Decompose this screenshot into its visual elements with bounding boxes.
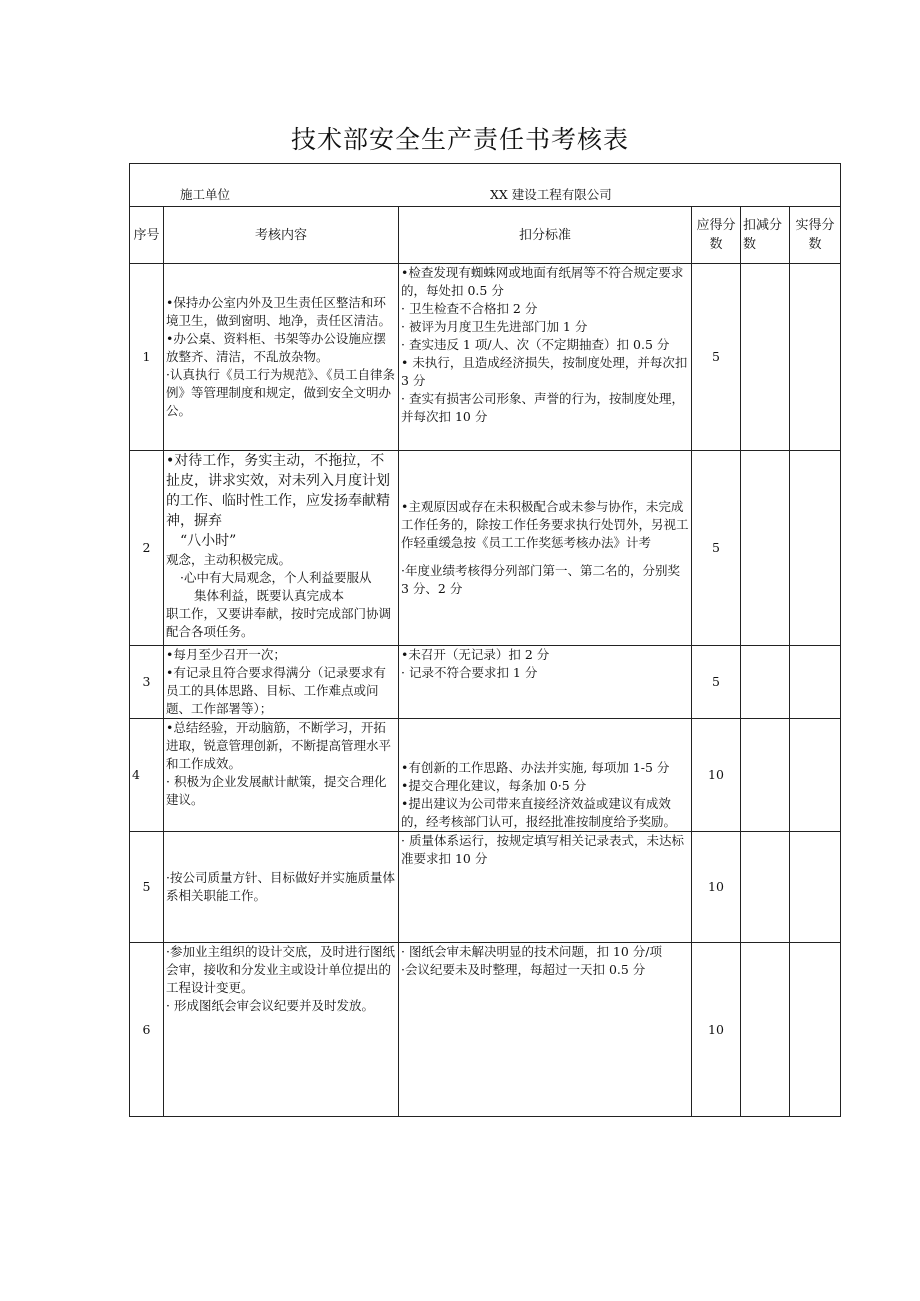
row-seq: 2	[130, 451, 164, 646]
row-deduct-score	[741, 832, 790, 943]
header-due: 应得分数	[692, 207, 741, 264]
header-content: 考核内容	[164, 207, 399, 264]
criteria-item: • 未执行，且造成经济损失，按制度处理，并每次扣 3 分	[401, 355, 688, 388]
content-item: •每月至少召开一次；	[166, 647, 286, 662]
header-deduct: 扣减分数	[741, 207, 790, 264]
content-item: ·参加业主组织的设计交底，及时进行图纸会审，接收和分发业主或设计单位提出的工程设计变更。	[166, 944, 395, 995]
row-seq: 3	[130, 646, 164, 719]
content-item: •办公桌、资料柜、书架等办公设施应摆放整齐、清洁，不乱放杂物。	[166, 331, 386, 364]
criteria-item: · 卫生检查不合格扣 2 分	[401, 301, 538, 316]
row-due-score: 10	[692, 943, 741, 1117]
unit-row	[130, 164, 841, 207]
row-criteria	[399, 943, 692, 1117]
row-content	[164, 943, 399, 1117]
table-row	[130, 832, 841, 943]
table-row	[130, 943, 841, 1117]
content-item: 集体利益，既要认真完成本	[194, 588, 345, 603]
header-seq: 序号	[130, 207, 164, 264]
row-due-score: 10	[692, 832, 741, 943]
criteria-item: · 图纸会审未解决明显的技术问题，扣 10 分/项	[401, 944, 663, 959]
row-content	[164, 264, 399, 451]
assessment-table	[129, 163, 841, 1117]
content-item: •对待工作，务实主动，不拖拉，不扯皮，讲求实效，对未列入月度计划的工作、临时性工作，应发扬奉献精神，摒弃	[166, 453, 390, 529]
content-item: ·认真执行《员工行为规范》、《员工自律条例》等管理制度和规定，做到安全文明办公。	[166, 367, 395, 418]
table-row	[130, 451, 841, 646]
criteria-item: · 质量体系运行，按规定填写相关记录表式，未达标准要求扣 10 分	[401, 833, 684, 866]
row-deduct-score	[741, 451, 790, 646]
header-row	[130, 207, 841, 264]
criteria-item: · 被评为月度卫生先进部门加 1 分	[401, 319, 588, 334]
row-seq: 1	[130, 264, 164, 451]
content-item: 观念，主动积极完成。	[166, 552, 292, 567]
table-row	[130, 646, 841, 719]
row-deduct-score	[741, 646, 790, 719]
table-row	[130, 264, 841, 451]
row-actual-score	[790, 943, 841, 1117]
unit-value: XX 建设工程有限公司	[490, 187, 612, 202]
content-item: •总结经验，开动脑筋，不断学习，开拓进取，锐意管理创新，不断提高管理水平和工作成效。	[166, 720, 392, 771]
unit-label: 施工单位	[180, 187, 231, 202]
row-seq: 4	[130, 719, 164, 832]
page-title: 技术部安全生产责任书考核表	[290, 125, 629, 154]
content-quote: “八小时”	[180, 533, 237, 549]
row-deduct-score	[741, 943, 790, 1117]
row-due-score: 5	[692, 451, 741, 646]
row-seq: 5	[130, 832, 164, 943]
row-actual-score	[790, 719, 841, 832]
row-actual-score	[790, 264, 841, 451]
content-item: ·按公司质量方针、目标做好并实施质量体系相关职能工作。	[166, 870, 395, 903]
content-item: •有记录且符合要求得满分（记录要求有员工的具体思路、目标、工作难点或问题、工作部署等）；	[166, 665, 386, 716]
row-content	[164, 719, 399, 832]
criteria-item: •提出建议为公司带来直接经济效益或建议有成效的，经考核部门认可，报经批准按制度给予奖励。	[401, 796, 677, 829]
row-actual-score	[790, 646, 841, 719]
criteria-item: · 记录不符合要求扣 1 分	[401, 665, 538, 680]
row-criteria	[399, 832, 692, 943]
content-item: •保持办公室内外及卫生责任区整洁和环境卫生，做到窗明、地净，责任区清洁。	[166, 295, 392, 328]
criteria-item: · 查实违反 1 项/人、次（不定期抽查）扣 0.5 分	[401, 337, 670, 352]
content-item: · 形成图纸会审会议纪要并及时发放。	[166, 998, 374, 1013]
row-content	[164, 832, 399, 943]
row-due-score: 10	[692, 719, 741, 832]
row-content	[164, 451, 399, 646]
row-criteria	[399, 719, 692, 832]
header-actual: 实得分数	[790, 207, 841, 264]
criteria-item: · 查实有损害公司形象、声誉的行为，按制度处理，并每次扣 10 分	[401, 391, 684, 424]
row-due-score: 5	[692, 646, 741, 719]
row-content	[164, 646, 399, 719]
criteria-item: •未召开（无记录）扣 2 分	[401, 647, 550, 662]
row-due-score: 5	[692, 264, 741, 451]
row-deduct-score	[741, 264, 790, 451]
criteria-item: ·年度业绩考核得分列部门第一、第二名的，分别奖 3 分、2 分	[401, 563, 680, 596]
content-item: · 积极为企业发展献计献策，提交合理化建议。	[166, 774, 387, 807]
criteria-item: ·会议纪要未及时整理，每超过一天扣 0.5 分	[401, 962, 646, 977]
row-criteria	[399, 646, 692, 719]
content-item: 职工作，又要讲奉献，按时完成部门协调配合各项任务。	[166, 606, 392, 639]
row-actual-score	[790, 451, 841, 646]
row-seq: 6	[130, 943, 164, 1117]
row-criteria	[399, 451, 692, 646]
row-criteria	[399, 264, 692, 451]
criteria-item: •主观原因或存在未积极配合或未参与协作，未完成工作任务的，除按工作任务要求执行处罚外，另视工作轻重缓急按《员工工作奖惩考核办法》计考	[401, 499, 689, 550]
content-item: ·心中有大局观念，个人利益要服从	[180, 570, 372, 585]
criteria-item: •有创新的工作思路、办法并实施, 每项加 1-5 分	[401, 760, 670, 775]
criteria-item: •提交合理化建议，每条加 0·5 分	[401, 778, 587, 793]
criteria-item: •检查发现有蜘蛛网或地面有纸屑等不符合规定要求的，每处扣 0.5 分	[401, 265, 684, 298]
header-criteria: 扣分标准	[399, 207, 692, 264]
row-deduct-score	[741, 719, 790, 832]
row-actual-score	[790, 832, 841, 943]
table-row	[130, 719, 841, 832]
